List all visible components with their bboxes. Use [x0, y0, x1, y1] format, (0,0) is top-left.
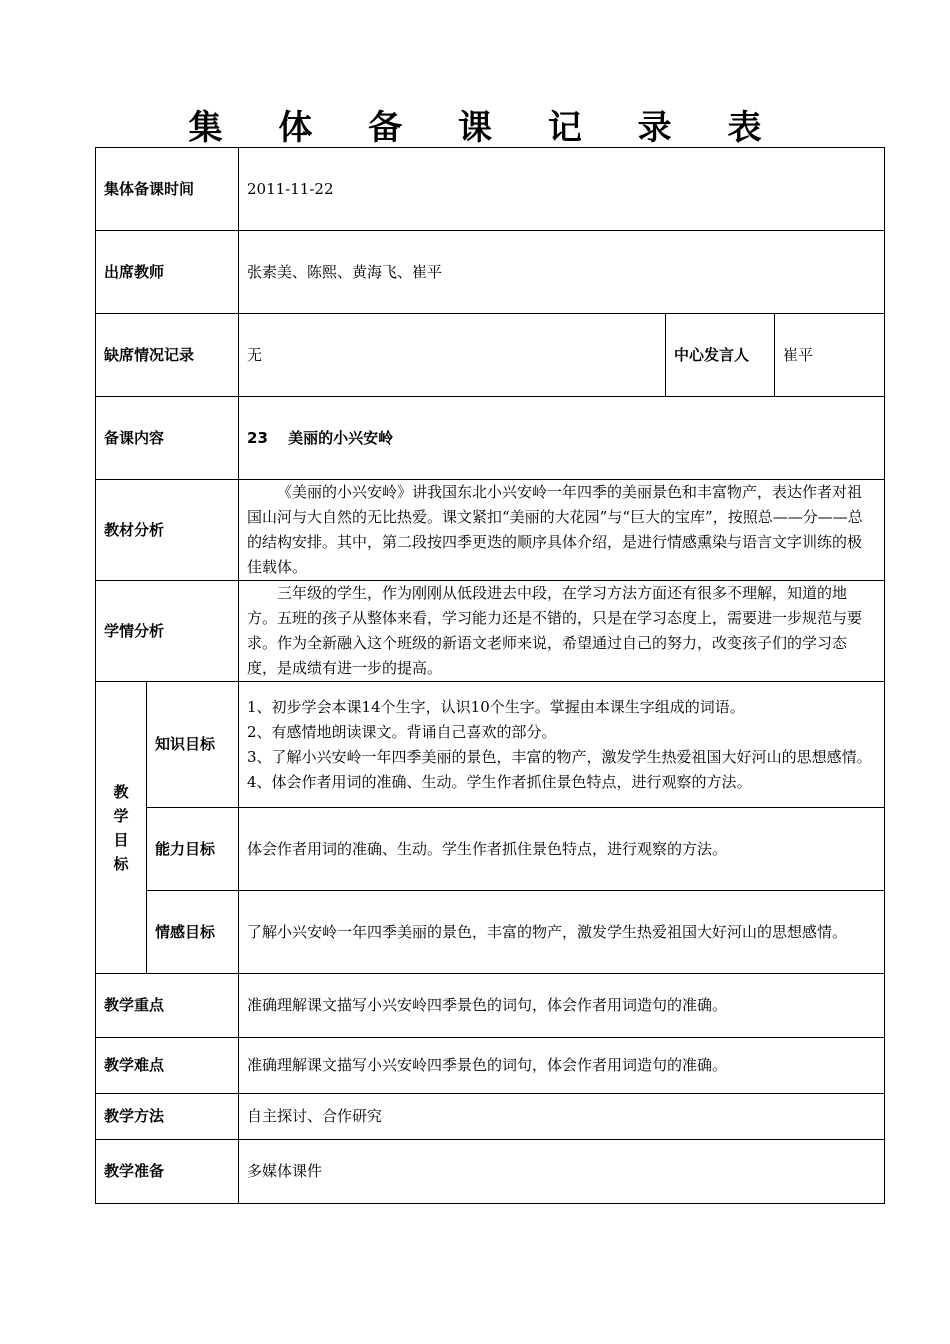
teachers-label: 出席教师: [96, 231, 239, 314]
time-value: 2011-11-22: [239, 148, 885, 231]
emotion-goal-value: 了解小兴安岭一年四季美丽的景色，丰富的物产，激发学生热爱祖国大好河山的思想感情。: [239, 891, 885, 974]
method-label: 教学方法: [96, 1094, 239, 1140]
knowledge-goal-item: 4、体会作者用词的准确、生动。学生作者抓住景色特点，进行观察的方法。: [247, 772, 752, 791]
row-knowledge-goal: [96, 682, 885, 808]
teachers-value: 张素美、陈熙、黄海飞、崔平: [239, 231, 885, 314]
row-ability-goal: [96, 808, 885, 891]
ability-goal-label: 能力目标: [147, 808, 239, 891]
row-method: [96, 1094, 885, 1140]
preparation-label: 教学准备: [96, 1140, 239, 1204]
material-label: 教材分析: [96, 480, 239, 581]
row-time: [96, 148, 885, 231]
row-students: [96, 581, 885, 682]
key-points-value: 准确理解课文描写小兴安岭四季景色的词句，体会作者用词造句的准确。: [239, 974, 885, 1038]
goals-label: [96, 682, 147, 974]
goals-label-char: 教: [113, 782, 129, 801]
row-preparation: [96, 1140, 885, 1204]
difficulties-value: 准确理解课文描写小兴安岭四季景色的词句，体会作者用词造句的准确。: [239, 1038, 885, 1094]
speaker-value: 崔平: [775, 314, 885, 397]
key-points-label: 教学重点: [96, 974, 239, 1038]
row-material: [96, 480, 885, 581]
preparation-value: 多媒体课件: [239, 1140, 885, 1204]
absence-value: 无: [239, 314, 666, 397]
knowledge-goal-label: 知识目标: [147, 682, 239, 808]
goals-label-char: 目: [113, 830, 129, 849]
row-content: [96, 397, 885, 480]
knowledge-goal-item: 3、了解小兴安岭一年四季美丽的景色，丰富的物产，激发学生热爱祖国大好河山的思想感情。: [247, 747, 872, 766]
row-teachers: [96, 231, 885, 314]
knowledge-goal-item: 1、初步学会本课14个生字，认识10个生字。掌握由本课生字组成的词语。: [247, 697, 745, 716]
row-difficulties: [96, 1038, 885, 1094]
emotion-goal-label: 情感目标: [147, 891, 239, 974]
page-title: 集 体 备 课 记 录 表: [188, 108, 784, 148]
content-label: 备课内容: [96, 397, 239, 480]
goals-label-char: 标: [113, 854, 129, 873]
method-value: 自主探讨、合作研究: [239, 1094, 885, 1140]
knowledge-goal-item: 2、有感情地朗读课文。背诵自己喜欢的部分。: [247, 722, 557, 741]
content-value: 23 美丽的小兴安岭: [239, 397, 885, 480]
difficulties-label: 教学难点: [96, 1038, 239, 1094]
row-emotion-goal: [96, 891, 885, 974]
absence-label: 缺席情况记录: [96, 314, 239, 397]
students-value: 三年级的学生，作为刚刚从低段进去中段，在学习方法方面还有很多不理解，知道的地方。五班的孩子从整体来看，学习能力还是不错的，只是在学习态度上，需要进一步规范与要求。作为全新融入这个班级的新语文老师来说，希望通过自己的努力，改变孩子们的学习态度，是成绩有进一步的提高。: [239, 581, 885, 682]
students-label: 学情分析: [96, 581, 239, 682]
lesson-record-table: [95, 147, 885, 1204]
ability-goal-value: 体会作者用词的准确、生动。学生作者抓住景色特点，进行观察的方法。: [239, 808, 885, 891]
time-label: 集体备课时间: [96, 148, 239, 231]
knowledge-goal-list: [239, 682, 885, 808]
goals-label-char: 学: [113, 806, 129, 825]
material-value: 《美丽的小兴安岭》讲我国东北小兴安岭一年四季的美丽景色和丰富物产，表达作者对祖国山河与大自然的无比热爱。课文紧扣“美丽的大花园”与“巨大的宝库”，按照总——分——总的结构安排。其中，第二段按四季更迭的顺序具体介绍，是进行情感熏染与语言文字训练的极佳载体。: [239, 480, 885, 581]
row-key-points: [96, 974, 885, 1038]
row-absence: [96, 314, 885, 397]
speaker-label: 中心发言人: [666, 314, 775, 397]
